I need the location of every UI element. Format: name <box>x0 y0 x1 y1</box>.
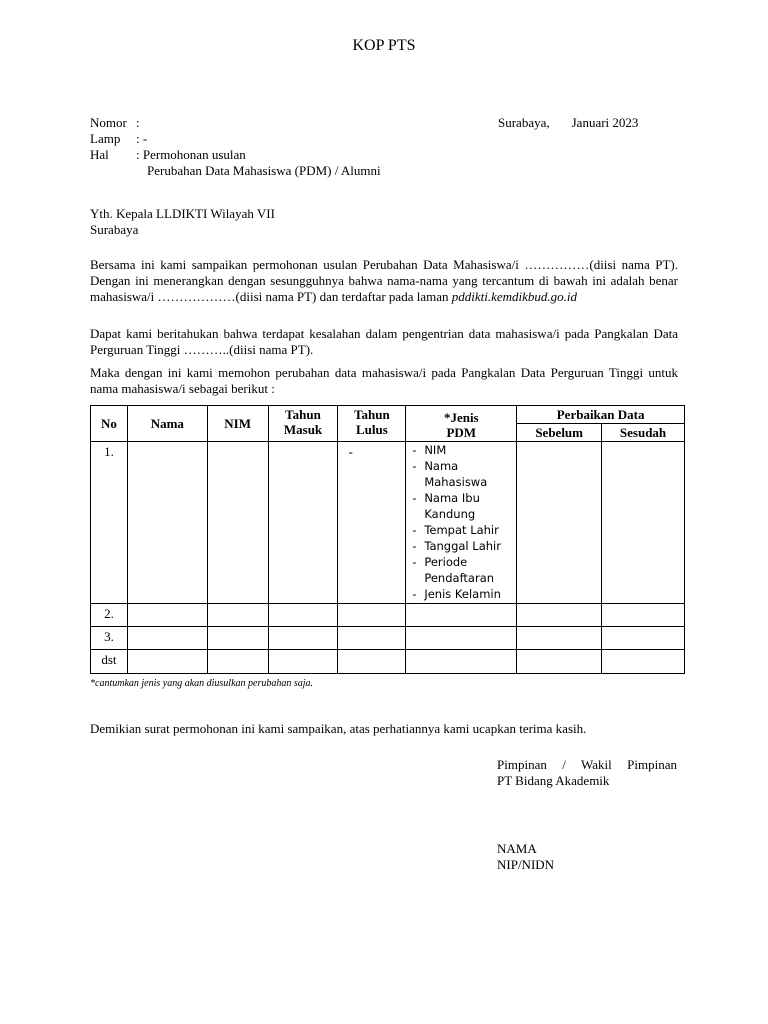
header-jenis-2: PDM <box>446 425 477 440</box>
jenis-item: - Tempat Lahir <box>412 522 516 538</box>
header-sebelum: Sebelum <box>517 424 602 442</box>
jenis-item: - Jenis Kelamin <box>412 586 516 602</box>
table-note: *cantumkan jenis yang akan diusulkan perubahan saja. <box>90 678 314 689</box>
signature-block <box>497 757 677 789</box>
header-tahun-masuk <box>268 406 338 442</box>
cell-jenis-pdm <box>406 442 517 604</box>
row-no: 1. <box>91 442 128 604</box>
letter-header <box>90 115 680 179</box>
header-perbaikan-data: Perbaikan Data <box>517 406 685 424</box>
jenis-item: - Periode Pendaftaran <box>412 554 516 586</box>
table-row <box>91 627 685 650</box>
header-no: No <box>91 406 128 442</box>
jenis-item: - Nama Ibu Kandung <box>412 490 516 522</box>
signature-name: NAMA <box>497 841 537 856</box>
header-tahun-lulus-2: Lulus <box>355 422 388 437</box>
header-jenis-1: *Jenis <box>443 410 479 425</box>
row-no: 3. <box>91 627 128 650</box>
lamp-label: Lamp <box>90 131 121 146</box>
header-tahun-masuk-2: Masuk <box>283 422 323 437</box>
lamp-value: : - <box>136 131 148 146</box>
hal-line-2: Perubahan Data Mahasiswa (PDM) / Alumni <box>147 163 381 178</box>
cell-nim <box>207 442 268 604</box>
closing-paragraph: Demikian surat permohonan ini kami sampaikan, atas perhatiannya kami ucapkan terima kasih. <box>90 721 587 736</box>
header-sesudah: Sesudah <box>602 424 685 442</box>
nomor-value: : <box>136 115 140 130</box>
table-row <box>91 442 685 604</box>
jenis-item: - NIM <box>412 442 516 458</box>
letterhead: KOP PTS <box>352 37 416 54</box>
paragraph-2: Dapat kami beritahukan bahwa terdapat kesalahan dalam pengentrian data mahasiswa/i pada Pangkalan Data Perguruan Tinggi ………..(diisi nama PT). <box>90 326 678 357</box>
header-jenis-pdm <box>406 406 517 442</box>
hal-line <box>90 147 680 163</box>
row-no: 2. <box>91 604 128 627</box>
header-tahun-lulus <box>338 406 406 442</box>
paragraph-1 <box>90 257 678 305</box>
paragraph-3: Maka dengan ini kami memohon perubahan data mahasiswa/i pada Pangkalan Data Perguruan Tinggi untuk nama mahasiswa/i sebagai berikut : <box>90 365 678 396</box>
date-month-year: Januari 2023 <box>571 115 639 130</box>
nomor-label: Nomor <box>90 115 127 130</box>
recipient <box>90 206 678 238</box>
hal-value: : Permohonan usulan <box>136 147 246 162</box>
jenis-item: - Nama Mahasiswa <box>412 458 516 490</box>
jenis-item: - Tanggal Lahir <box>412 538 516 554</box>
signature-title-2: PT Bidang Akademik <box>497 773 610 788</box>
row-no: dst <box>91 650 128 674</box>
hal-label: Hal <box>90 147 109 162</box>
cell-tahun-masuk <box>268 442 338 604</box>
recipient-line-2: Surabaya <box>90 222 139 237</box>
header-tahun-lulus-1: Tahun <box>354 407 390 422</box>
cell-nama <box>127 442 207 604</box>
paragraph-1-text: Bersama ini kami sampaikan permohonan usulan Perubahan Data Mahasiswa/i ……………(diisi nama PT). Dengan ini menerangkan dengan sesungguhnya bahwa nama-nama yang tercantum di bawah ini adalah benar mahasiswa/i ………………(diisi nama PT) dan terdaftar pada laman <box>90 257 678 304</box>
table-row <box>91 650 685 674</box>
header-tahun-masuk-1: Tahun <box>285 407 321 422</box>
lamp-line <box>90 131 680 147</box>
cell-sebelum <box>517 442 602 604</box>
jenis-pdm-list <box>406 442 516 602</box>
letter-date <box>498 115 638 131</box>
cell-tahun-lulus: - <box>338 442 406 604</box>
signature-id: NIP/NIDN <box>497 857 555 872</box>
table-row <box>91 604 685 627</box>
cell-sesudah <box>602 442 685 604</box>
date-city: Surabaya, <box>498 115 550 130</box>
header-nim: NIM <box>207 406 268 442</box>
pdm-table <box>90 405 685 674</box>
recipient-line-1: Yth. Kepala LLDIKTI Wilayah VII <box>90 206 275 221</box>
header-nama: Nama <box>127 406 207 442</box>
signature-title-1: Pimpinan / Wakil Pimpinan <box>497 757 677 772</box>
signature-name-block <box>497 841 677 873</box>
pddikti-link: pddikti.kemdikbud.go.id <box>451 289 578 304</box>
